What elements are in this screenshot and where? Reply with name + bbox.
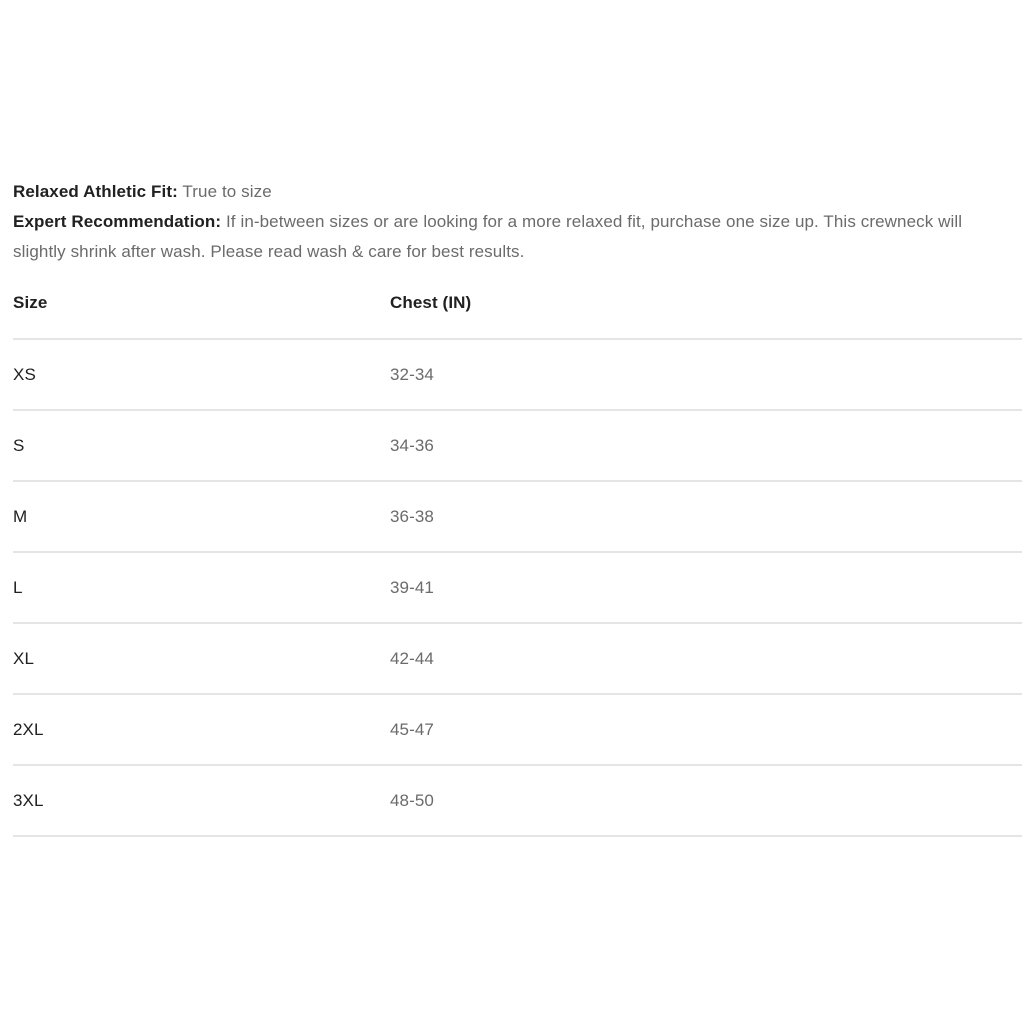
size-label: XL — [13, 648, 34, 668]
chest-value: 36-38 — [390, 506, 434, 526]
chest-value: 42-44 — [390, 648, 434, 668]
chest-value: 32-34 — [390, 364, 434, 384]
expert-recommendation-value: If in-between sizes or are looking for a more relaxed fit, purchase one size up. This crewneck will slightly shrink after wash. Please read wash & care for best results. — [13, 212, 963, 261]
table-row — [13, 766, 1022, 837]
size-label: L — [13, 577, 23, 597]
expert-recommendation-label: Expert Recommendation: — [13, 212, 222, 231]
size-chart-table — [13, 267, 1022, 837]
table-row — [13, 482, 1022, 553]
table-row — [13, 411, 1022, 482]
table-row — [13, 340, 1022, 411]
size-label: 3XL — [13, 790, 44, 810]
size-label: S — [13, 435, 25, 455]
size-label: XS — [13, 364, 36, 384]
chest-value: 45-47 — [390, 719, 434, 739]
fit-note — [13, 177, 1010, 207]
fit-notes — [13, 177, 1018, 267]
expert-recommendation — [13, 207, 1010, 267]
fit-note-value: True to size — [182, 182, 272, 201]
size-label: M — [13, 506, 28, 526]
column-header-chest: Chest (IN) — [390, 293, 472, 312]
chest-value: 34-36 — [390, 435, 434, 455]
table-row — [13, 695, 1022, 766]
table-row — [13, 553, 1022, 624]
size-label: 2XL — [13, 719, 44, 739]
fit-note-label: Relaxed Athletic Fit: — [13, 182, 178, 201]
column-header-size: Size — [13, 293, 48, 312]
size-chart-header-row — [13, 267, 1022, 340]
table-row — [13, 624, 1022, 695]
chest-value: 48-50 — [390, 790, 434, 810]
chest-value: 39-41 — [390, 577, 434, 597]
